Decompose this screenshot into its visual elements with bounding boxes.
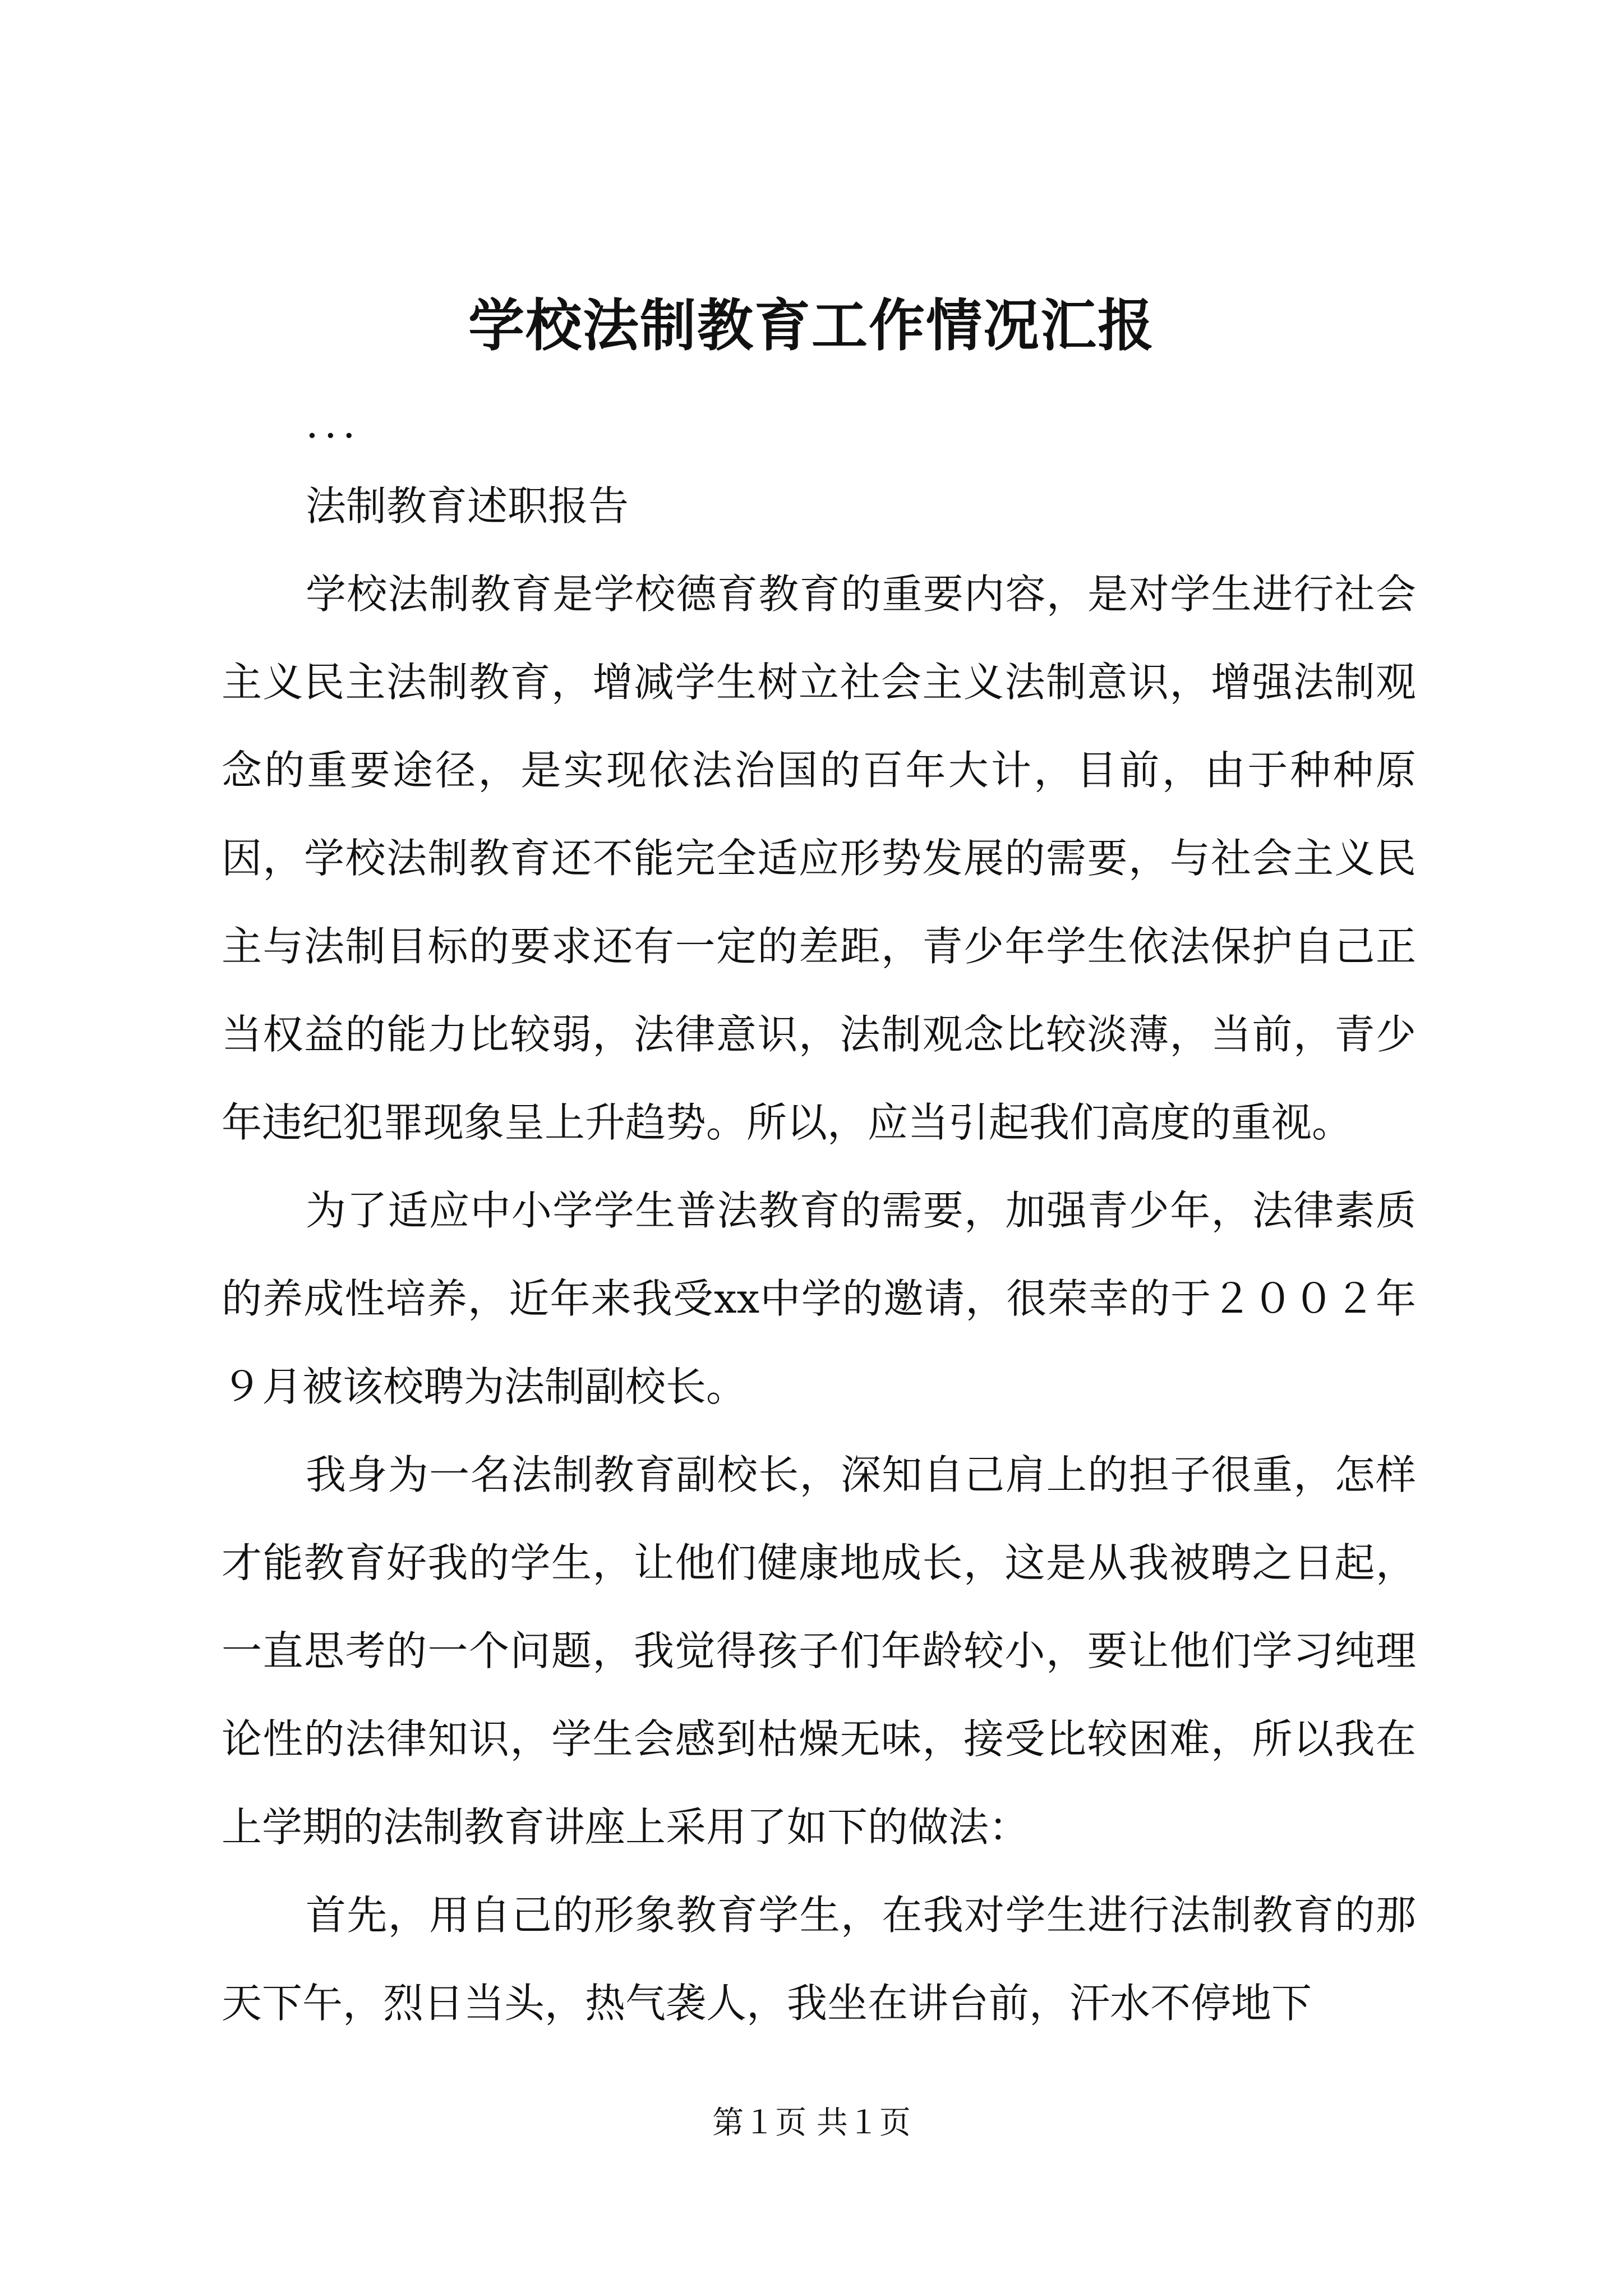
ellipsis-line: ... xyxy=(306,400,361,447)
paragraph-subtitle: 法制教育述职报告 xyxy=(306,482,629,530)
paragraph: 首先，用自己的形象教育学生，在我对学生进行法制教育的那天下午，烈日当头，热气袭人，我坐在讲台前，汗水不停地下 xyxy=(222,1892,1416,2027)
document-body xyxy=(222,393,1416,2047)
paragraph: 我身为一名法制教育副校长，深知自己肩上的担子很重，怎样才能教育好我的学生，让他们健康地成长，这是从我被聘之日起，一直思考的一个问题，我觉得孩子们年龄较小，要让他们学习纯理论性的法律知识，学生会感到枯燥无味，接受比较困难，所以我在上学期的法制教育讲座上采用了如下的做法： xyxy=(222,1451,1416,1851)
paragraph: 为了适应中小学学生普法教育的需要，加强青少年，法律素质的养成性培养，近年来我受xx中学的邀请，很荣幸的于２００２年９月被该校聘为法制副校长。 xyxy=(222,1187,1416,1410)
page-footer: 第１页 共１页 xyxy=(712,2105,911,2141)
document-title: 学校法制教育工作情况汇报 xyxy=(468,292,1155,358)
paragraph: 学校法制教育是学校德育教育的重要内容，是对学生进行社会主义民主法制教育，增减学生树立社会主义法制意识，增强法制观念的重要途径，是实现依法治国的百年大计，目前，由于种种原因，学校法制教育还不能完全适应形势发展的需要，与社会主义民主与法制目标的要求还有一定的差距，青少年学生依法保护自己正当权益的能力比较弱，法律意识，法制观念比较淡薄，当前，青少年违纪犯罪现象呈上升趋势。所以，应当引起我们高度的重视。 xyxy=(222,570,1416,1146)
